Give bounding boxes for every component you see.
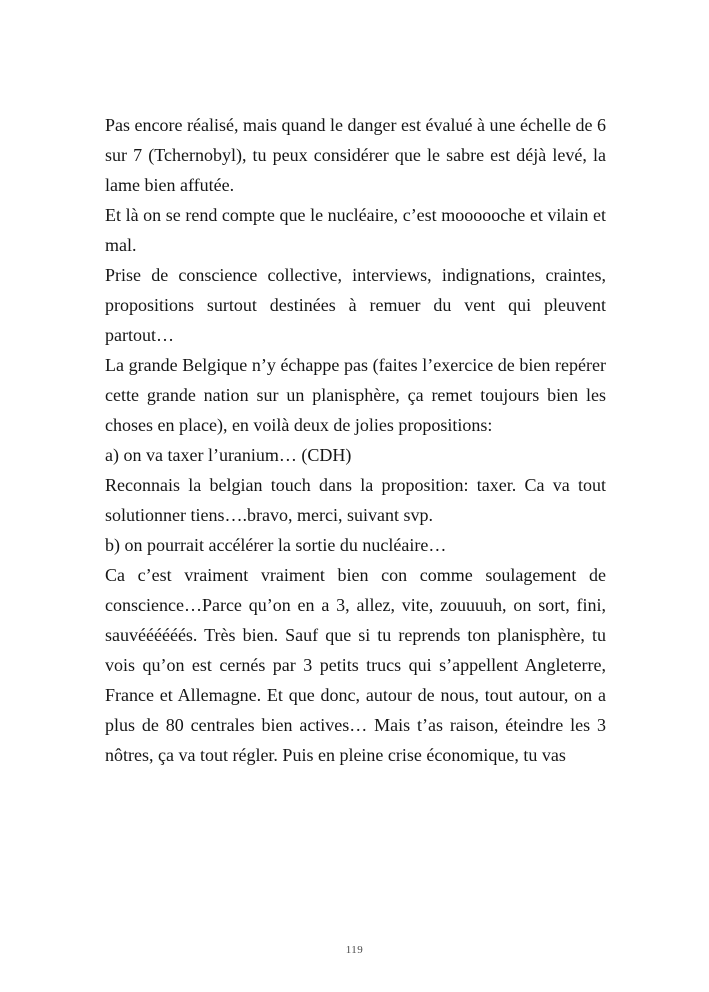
paragraph: Reconnais la belgian touch dans la proposition: taxer. Ca va tout solutionner tiens….bravo, merci, suivant svp. bbox=[105, 475, 606, 525]
page-text bbox=[105, 110, 606, 770]
paragraph: a) on va taxer l’uranium… (CDH) bbox=[105, 445, 352, 465]
paragraph: b) on pourrait accélérer la sortie du nucléaire… bbox=[105, 535, 447, 555]
page-number: 119 bbox=[345, 944, 364, 956]
paragraph: Et là on se rend compte que le nucléaire, c’est moooooche et vilain et mal. bbox=[105, 205, 606, 255]
paragraph: Pas encore réalisé, mais quand le danger est évalué à une échelle de 6 sur 7 (Tchernobyl), tu peux considérer que le sabre est déjà levé, la lame bien affutée. bbox=[105, 115, 606, 195]
page-footer bbox=[0, 944, 709, 956]
paragraph: Ca c’est vraiment vraiment bien con comme soulagement de conscience…Parce qu’on en a 3, allez, vite, zouuuuh, on sort, fini, sauvéééééés. Très bien. Sauf que si tu reprends ton planisphère, tu vois qu’on est cernés par 3 petits trucs qui s’appellent Angleterre, France et Allemagne. Et que donc, autour de nous, tout autour, on a plus de 80 centrales bien actives… Mais t’as raison, éteindre les 3 nôtres, ça va tout régler. Puis en pleine crise économique, tu vas bbox=[105, 565, 606, 765]
paragraph: Prise de conscience collective, interviews, indignations, craintes, propositions surtout destinées à remuer du vent qui pleuvent partout… bbox=[105, 265, 606, 345]
paragraph: La grande Belgique n’y échappe pas (faites l’exercice de bien repérer cette grande nation sur un planisphère, ça remet toujours bien les choses en place), en voilà deux de jolies propositions: bbox=[105, 355, 606, 435]
